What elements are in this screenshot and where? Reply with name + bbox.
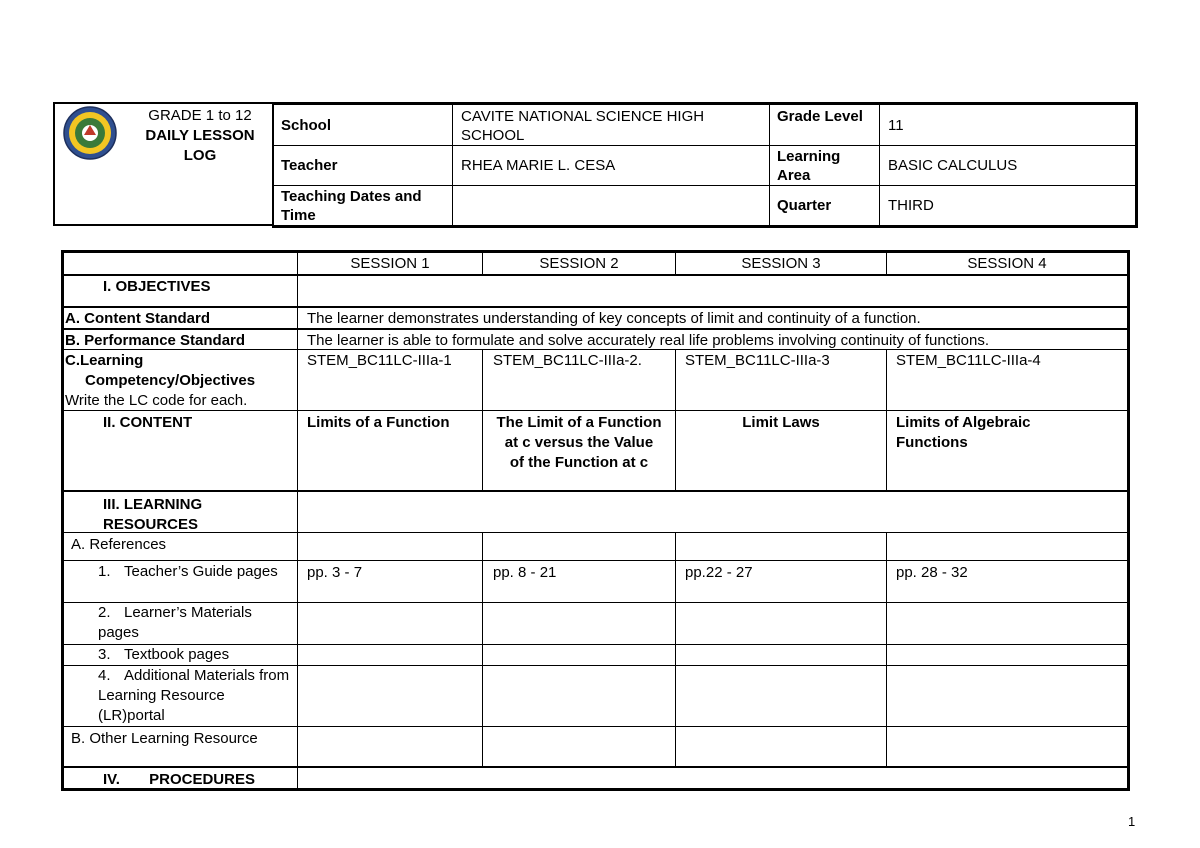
session-header-2: SESSION 2 bbox=[539, 255, 619, 272]
content-standard-label: A. Content Standard bbox=[65, 310, 210, 327]
session-header-3: SESSION 3 bbox=[741, 255, 821, 272]
teachers-guide-label: 1. Teacher’s Guide pages bbox=[98, 563, 278, 580]
performance-standard-value: The learner is able to formulate and solve accurately real life problems involving continuity of functions. bbox=[307, 332, 990, 349]
competency-note: Write the LC code for each. bbox=[65, 392, 248, 409]
deped-seal-logo bbox=[62, 105, 124, 161]
learning-area-value: BASIC CALCULUS bbox=[888, 157, 1018, 174]
content-heading: II. CONTENT bbox=[103, 414, 193, 431]
competency-label bbox=[62, 350, 297, 410]
teacher-value: RHEA MARIE L. CESA bbox=[461, 157, 616, 174]
quarter-label: Quarter bbox=[777, 197, 832, 214]
teachers-guide-pages-1: pp. 3 - 7 bbox=[307, 564, 363, 581]
competency-code-1: STEM_BC11LC-IIIa-1 bbox=[307, 352, 452, 369]
content-value-2: The Limit of a Function at c versus the Value of the Function at c bbox=[496, 414, 662, 471]
textbook-pages-label: 3. Textbook pages bbox=[98, 646, 230, 663]
grade-level-value: 11 bbox=[888, 117, 904, 134]
learning-resources-heading: III. LEARNING RESOURCES bbox=[103, 496, 203, 532]
content-value-1: Limits of a Function bbox=[307, 414, 450, 431]
additional-materials-label: 4. Additional Materials from Learning Resource (LR)portal bbox=[98, 667, 290, 724]
competency-label-line2: Competency/Objectives bbox=[85, 372, 256, 389]
content-value-3: Limit Laws bbox=[742, 414, 820, 431]
quarter-value: THIRD bbox=[888, 197, 934, 214]
content-standard-value: The learner demonstrates understanding of key concepts of limit and continuity of a function. bbox=[307, 310, 921, 327]
competency-code-2: STEM_BC11LC-IIIa-2. bbox=[493, 352, 642, 369]
competency-code-3: STEM_BC11LC-IIIa-3 bbox=[685, 352, 830, 369]
teachers-guide-pages-4: pp. 28 - 32 bbox=[896, 564, 968, 581]
other-learning-resource-label: B. Other Learning Resource bbox=[71, 730, 258, 747]
title-line-2: DAILY LESSON bbox=[145, 127, 255, 144]
competency-code-4: STEM_BC11LC-IIIa-4 bbox=[896, 352, 1041, 369]
teachers-guide-pages-3: pp.22 - 27 bbox=[685, 564, 753, 581]
title-line-3: LOG bbox=[183, 147, 217, 164]
references-label: A. References bbox=[71, 536, 167, 553]
teaching-dates-value bbox=[456, 186, 766, 225]
procedures-heading: IV. PROCEDURES bbox=[103, 771, 255, 788]
performance-standard-label: B. Performance Standard bbox=[65, 332, 246, 349]
school-label: School bbox=[281, 117, 332, 134]
session-header-1: SESSION 1 bbox=[350, 255, 430, 272]
learning-area-label: Learning Area bbox=[777, 148, 841, 184]
session-header-4: SESSION 4 bbox=[967, 255, 1047, 272]
teaching-dates-label: Teaching Dates and Time bbox=[281, 188, 422, 224]
learners-materials-label: 2. Learner’s Materials pages bbox=[98, 604, 252, 641]
competency-label-line1: C.Learning bbox=[65, 352, 144, 369]
teacher-label: Teacher bbox=[281, 157, 338, 174]
teachers-guide-pages-2: pp. 8 - 21 bbox=[493, 564, 557, 581]
dll-title bbox=[126, 106, 274, 166]
title-line-1: GRADE 1 to 12 bbox=[148, 107, 252, 124]
content-value-4: Limits of Algebraic Functions bbox=[896, 414, 1031, 451]
page-number: 1 bbox=[1128, 814, 1136, 829]
objectives-heading: I. OBJECTIVES bbox=[103, 278, 211, 295]
grade-level-label: Grade Level bbox=[777, 108, 863, 125]
school-value: CAVITE NATIONAL SCIENCE HIGH SCHOOL bbox=[461, 108, 705, 144]
